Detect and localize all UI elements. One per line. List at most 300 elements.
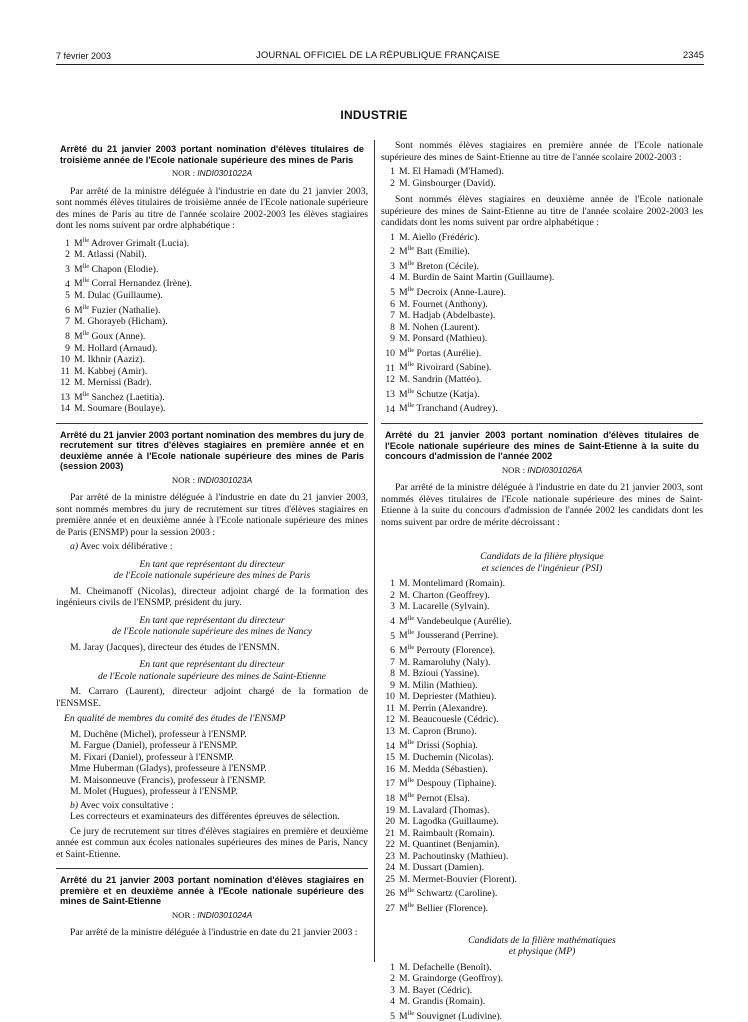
- item-number: 5: [390, 630, 395, 642]
- list-item: [381, 374, 703, 386]
- list-item: [56, 328, 368, 343]
- item-number: 21: [385, 827, 395, 839]
- civility: M: [399, 260, 408, 272]
- person-name: Decroix (Anne-Laure).: [416, 287, 506, 299]
- civility: M: [74, 304, 83, 316]
- person-name: Perrouty (Florence).: [416, 645, 496, 657]
- right-column: [381, 140, 703, 1022]
- item-number: 20: [385, 816, 395, 828]
- item-number: 7: [390, 656, 395, 668]
- list-item: [381, 359, 703, 374]
- decree-title: Arrêté du 21 janvier 2003 portant nomination d'élèves titulaires de troisième année de l'Ecole nationale supérieure des mines de Paris: [60, 144, 364, 165]
- column-divider: [374, 140, 375, 962]
- civility: M: [74, 278, 83, 290]
- person-name: Milin (Mathieu).: [412, 679, 478, 691]
- civility: M.: [399, 589, 411, 601]
- person-name: Lagodka (Guillaume).: [412, 816, 499, 828]
- list-item: [381, 764, 703, 776]
- list-item: [381, 232, 703, 244]
- civility: M: [399, 615, 408, 627]
- item-number: 18: [385, 793, 395, 805]
- person-name: Grandis (Romain).: [412, 996, 486, 1008]
- civility: M.: [74, 342, 86, 354]
- civility: M.: [74, 249, 86, 261]
- civility-suffix: lle: [407, 285, 415, 293]
- item-number: 8: [390, 668, 395, 680]
- list-item: [381, 737, 703, 752]
- list-item: [56, 261, 368, 276]
- list-item: [381, 790, 703, 805]
- item-number: 14: [60, 403, 70, 415]
- list-item: [381, 166, 703, 178]
- item-number: 2: [65, 249, 70, 261]
- left-column: [56, 140, 368, 942]
- name-list: [381, 166, 703, 189]
- civility: M: [399, 793, 408, 805]
- civility: M.: [399, 752, 411, 764]
- item-number: 4: [390, 272, 395, 284]
- civility: M.: [399, 804, 411, 816]
- list-item: [381, 590, 703, 602]
- person-name: Burdin de Saint Martin (Guillaume).: [412, 272, 555, 284]
- item-number: 13: [60, 391, 70, 403]
- decree-separator: [56, 423, 368, 424]
- person-name: Hadjab (Abdelbaste).: [412, 310, 496, 322]
- nor-label: NOR :: [171, 909, 196, 920]
- track-heading-psi: [381, 551, 703, 574]
- person-name: Chapon (Elodie).: [91, 263, 159, 275]
- list-item: [381, 996, 703, 1008]
- item-number: 11: [385, 702, 395, 714]
- decree-paragraph: Ce jury de recrutement sur titres d'élèves stagiaires en première et deuxième année est commun aux écoles nationales supérieures des mines de Paris, Nancy et Saint-Etienne.: [56, 825, 368, 860]
- item-number: 25: [385, 873, 395, 885]
- civility: M.: [399, 816, 411, 828]
- list-item: [381, 805, 703, 817]
- list-item: [381, 680, 703, 692]
- item-number: 1: [390, 961, 395, 973]
- item-number: 6: [390, 645, 395, 657]
- person-name: Kabbej (Amir).: [87, 365, 148, 377]
- heading-line: et physique (MP): [508, 946, 576, 958]
- nor-code: INDI0301023A: [197, 474, 253, 485]
- civility-suffix: lle: [82, 303, 90, 311]
- person-name: Aiello (Frédéric).: [411, 231, 480, 243]
- decree-title: Arrêté du 21 janvier 2003 portant nomination d'élèves stagiaires en première et en deuxième année à l'Ecole nationale supérieure des mines de Saint-Etienne: [60, 875, 364, 907]
- civility: M.: [399, 177, 411, 189]
- civility-suffix: lle: [407, 259, 415, 267]
- civility-suffix: lle: [407, 346, 415, 354]
- list-item: [56, 235, 368, 250]
- member-entry: M. Duchêne (Michel), professeur à l'ENSMP.: [70, 728, 247, 740]
- person-name: Lavalard (Thomas).: [412, 804, 490, 816]
- item-number: 22: [385, 839, 395, 851]
- civility: M.: [399, 321, 411, 333]
- decree-separator: [56, 868, 368, 869]
- item-number: 2: [390, 246, 395, 258]
- list-item: [381, 703, 703, 715]
- name-list: [381, 578, 703, 914]
- list-item: [381, 900, 703, 915]
- person-name: Batt (Emilie).: [416, 246, 470, 258]
- item-number: 1: [390, 578, 395, 590]
- item-number: 14: [385, 740, 395, 752]
- decree-intro: Par arrêté de la ministre déléguée à l'industrie en date du 21 janvier 2003, sont nommés élèves titulaires de l'Ecole nationale supérieure des mines de Saint-Etienne à la suite du concours d'admission de l'année 2002 les candidats dont les noms suivent par ordre de mérite décroissant :: [381, 482, 703, 528]
- member-entry: M. Fargue (Daniel), professeur à l'ENSMP.: [70, 740, 238, 752]
- item-number: 12: [385, 714, 395, 726]
- civility: M: [399, 362, 408, 374]
- list-item: [381, 862, 703, 874]
- list-item: [56, 354, 368, 366]
- person-name: Bzioui (Yassine).: [412, 668, 480, 680]
- list-item: [381, 828, 703, 840]
- item-number: 5: [390, 1010, 395, 1022]
- item-number: 1: [65, 237, 70, 249]
- civility: M.: [74, 290, 86, 302]
- civility: M: [399, 1010, 408, 1022]
- civility: M.: [399, 668, 411, 680]
- item-number: 4: [390, 996, 395, 1008]
- item-number: 24: [385, 862, 395, 874]
- header-rule: [56, 64, 704, 65]
- heading-line: En tant que représentant du directeur: [139, 659, 285, 671]
- civility: M: [399, 888, 408, 900]
- list-item: [381, 345, 703, 360]
- list-item: [381, 310, 703, 322]
- list-item: [56, 290, 368, 302]
- list-item: [381, 816, 703, 828]
- list-item: [381, 258, 703, 273]
- person-name: Pachoutinsky (Mathieu).: [412, 850, 509, 862]
- list-item: [381, 851, 703, 863]
- civility: M.: [399, 272, 411, 284]
- person-name: Despouy (Tiphaine).: [416, 778, 497, 790]
- heading-line: Candidats de la filière physique: [480, 551, 604, 563]
- subsection-letter: b): [70, 799, 79, 811]
- civility: M.: [74, 377, 86, 389]
- person-name: Capron (Bruno).: [412, 725, 477, 737]
- item-number: 12: [385, 374, 395, 386]
- civility: M.: [399, 691, 411, 703]
- civility-suffix: lle: [407, 777, 415, 785]
- subsection-a: [56, 541, 368, 553]
- person-name: Portas (Aurélie).: [416, 347, 482, 359]
- civility: M.: [399, 310, 411, 322]
- civility: M: [399, 287, 408, 299]
- person-name: Nohen (Laurent).: [412, 321, 480, 333]
- list-item: [381, 627, 703, 642]
- civility: M.: [399, 984, 411, 996]
- person-name: Perrin (Alexandre).: [412, 702, 488, 714]
- heading-line: Candidats de la filière mathématiques: [468, 934, 616, 946]
- member-entry: M. Maisonneuve (Francis), professeur à l'ENSMP.: [70, 774, 266, 786]
- civility-suffix: lle: [407, 1009, 415, 1017]
- civility: M.: [399, 725, 411, 737]
- item-number: 7: [65, 316, 70, 328]
- decree-intro: Par arrêté de la ministre déléguée à l'industrie en date du 21 janvier 2003, sont nommés élèves titulaires de troisième année de l'Ecole nationale supérieure des mines de Paris au titre de l'année scolaire 2002-2003 les élèves stagiaires dont les noms suivent par ordre alphabétique :: [56, 185, 368, 231]
- civility: M.: [399, 850, 411, 862]
- person-name: Drissi (Sophia).: [416, 740, 478, 752]
- civility: M: [74, 331, 83, 343]
- item-number: 11: [385, 362, 395, 374]
- nor-reference: [56, 475, 368, 487]
- person-name: Bayet (Cédric).: [412, 984, 473, 996]
- committee-list: [56, 729, 368, 798]
- decree-separator: [381, 423, 703, 424]
- decree-title: Arrêté du 21 janvier 2003 portant nomination d'élèves titulaires de l'Ecole nationale supérieure des mines de Saint-Etienne à la suite du concours d'admission de l'année 2002: [385, 430, 699, 462]
- list-item: [381, 578, 703, 590]
- person-name: Adrover Grimalt (Lucia).: [91, 237, 190, 249]
- civility: M.: [399, 873, 411, 885]
- civility: M: [399, 630, 408, 642]
- civility-suffix: lle: [407, 644, 415, 652]
- heading-line: de l'Ecole nationale supérieure des mines de Paris: [113, 570, 311, 582]
- item-number: 1: [390, 166, 395, 177]
- civility-suffix: lle: [407, 887, 415, 895]
- committee-heading: En qualité de membres du comité des études de l'ENSMP: [64, 713, 286, 725]
- person-name: Duchemin (Nicolas).: [412, 752, 494, 764]
- item-number: 3: [390, 984, 395, 996]
- civility-suffix: lle: [82, 262, 90, 270]
- person-name: Ikhnir (Aaziz).: [87, 354, 146, 366]
- civility: M.: [399, 827, 411, 839]
- person-name: Sanchez (Laetitia).: [91, 391, 165, 403]
- civility: M: [74, 391, 83, 403]
- list-item: [56, 316, 368, 328]
- heading-line: En tant que représentant du directeur: [139, 558, 285, 570]
- representative-heading: [56, 659, 368, 682]
- person-name: Depriester (Mathieu).: [412, 691, 497, 703]
- person-name: Corral Hernandez (Irène).: [91, 278, 192, 290]
- name-list: [56, 235, 368, 415]
- civility: M.: [399, 333, 411, 345]
- list-item: [381, 985, 703, 997]
- journal-title: JOURNAL OFFICIEL DE LA RÉPUBLIQUE FRANÇAISE: [256, 50, 500, 61]
- list-item: [381, 962, 703, 974]
- person-name: Fournet (Anthony).: [412, 298, 488, 310]
- nor-code: INDI0301024A: [197, 909, 253, 920]
- item-number: 2: [390, 973, 395, 985]
- list-item: [381, 714, 703, 726]
- person-name: Souvignet (Ludivine).: [416, 1010, 503, 1022]
- list-item: [381, 726, 703, 738]
- list-item: [381, 1008, 703, 1022]
- person-name: Schwartz (Caroline).: [416, 888, 498, 900]
- item-number: 11: [60, 365, 70, 377]
- person-name: Soumare (Boulaye).: [87, 403, 166, 415]
- civility-suffix: lle: [407, 361, 415, 369]
- item-number: 1: [390, 231, 395, 243]
- person-name: Ponsard (Mathieu).: [412, 333, 488, 345]
- person-name: Medda (Sébastien).: [412, 763, 488, 775]
- list-item: [381, 874, 703, 886]
- person-name: Tranchand (Audrey).: [416, 403, 498, 415]
- subsection-text: Avec voix consultative :: [79, 799, 174, 811]
- list-item: [56, 302, 368, 317]
- civility-suffix: lle: [407, 245, 415, 252]
- civility: M.: [399, 702, 411, 714]
- civility: M.: [399, 714, 411, 726]
- list-item: [56, 366, 368, 378]
- person-name: Ramaroluhy (Naly).: [412, 656, 491, 668]
- decree-paragraph: Les correcteurs et examinateurs des différentes épreuves de sélection.: [70, 811, 340, 823]
- item-number: 27: [385, 903, 395, 915]
- item-number: 3: [390, 260, 395, 272]
- person-name: Mernissi (Badr).: [87, 377, 152, 389]
- list-item: [381, 284, 703, 299]
- person-name: Ginsbourger (David).: [412, 177, 496, 189]
- civility: M: [399, 778, 408, 790]
- civility: M.: [74, 354, 86, 366]
- list-item: [381, 839, 703, 851]
- person-name: Lacarelle (Sylvain).: [412, 601, 490, 613]
- representative-heading: [56, 615, 368, 638]
- decree-intro: Par arrêté de la ministre déléguée à l'industrie en date du 21 janvier 2003, sont nommés membres du jury de recrutement sur titres d'élèves stagiaires en première année et en deuxième année à l'Ecole nationale supérieure des mines de Paris (ENSMP) pour la session 2003 :: [56, 492, 368, 538]
- civility: M.: [399, 973, 411, 985]
- person-name: Jousserand (Perrine).: [416, 630, 499, 642]
- member-entry: M. Fixari (Daniel), professeur à l'ENSMP.: [70, 751, 234, 763]
- person-name: Fuzier (Nathalie).: [91, 304, 161, 316]
- issue-date: 7 février 2003: [56, 51, 112, 61]
- heading-line: En tant que représentant du directeur: [139, 614, 285, 626]
- list-item: [381, 178, 703, 190]
- item-number: 9: [65, 342, 70, 354]
- civility-suffix: lle: [82, 329, 90, 337]
- list-item: [381, 657, 703, 669]
- list-item: [381, 642, 703, 657]
- civility-suffix: lle: [82, 277, 90, 285]
- civility: M: [399, 246, 408, 258]
- name-list: [381, 232, 703, 416]
- person-name: Schutze (Katja).: [416, 388, 480, 400]
- person-name: Montelimard (Romain).: [412, 578, 506, 590]
- item-number: 8: [390, 321, 395, 333]
- heading-line: de l'Ecole nationale supérieure des mines de Nancy: [112, 626, 312, 638]
- nor-reference: [56, 168, 368, 180]
- civility-suffix: lle: [407, 614, 415, 622]
- list-item: [381, 400, 703, 415]
- nor-reference: [381, 465, 703, 477]
- heading-line: de l'Ecole nationale supérieure des mines de Saint-Etienne: [98, 670, 326, 682]
- list-item: [381, 613, 703, 628]
- civility: M.: [399, 996, 411, 1008]
- representative-heading: [56, 559, 368, 582]
- civility-suffix: lle: [407, 739, 415, 747]
- item-number: 10: [60, 354, 70, 366]
- civility-suffix: lle: [407, 402, 415, 410]
- item-number: 2: [390, 177, 395, 189]
- item-number: 23: [385, 850, 395, 862]
- civility: M.: [399, 862, 411, 874]
- civility: M.: [399, 839, 411, 851]
- civility: M.: [399, 374, 411, 386]
- civility-suffix: lle: [82, 236, 90, 244]
- person-name: Rivoirard (Sabine).: [416, 362, 492, 374]
- civility: M.: [399, 601, 411, 613]
- person-name: Ghorayeb (Hicham).: [87, 316, 168, 328]
- civility: M: [399, 403, 408, 415]
- item-number: 26: [385, 888, 395, 900]
- civility: M: [399, 645, 408, 657]
- item-number: 5: [65, 290, 70, 302]
- subsection-text: Avec voix délibérative :: [79, 541, 173, 553]
- subsection-b: [56, 800, 368, 812]
- item-number: 2: [390, 589, 395, 601]
- decree-paragraph: Sont nommés élèves stagiaires en première année de l'Ecole nationale supérieure des mines de Saint-Etienne au titre de l'année scolaire 2002-2003 :: [381, 140, 703, 163]
- member-entry: M. Molet (Hugues), professeur à l'ENSMP.: [70, 786, 238, 798]
- list-item: [381, 973, 703, 985]
- track-heading-mp: [381, 935, 703, 958]
- item-number: 17: [385, 778, 395, 790]
- item-number: 10: [385, 691, 395, 703]
- civility-suffix: lle: [407, 629, 415, 637]
- decree-title: Arrêté du 21 janvier 2003 portant nomination des membres du jury de recrutement sur titres d'élèves stagiaires en première année et en deuxième année à l'Ecole nationale supérieure des mines de Paris (session 2003): [60, 429, 364, 472]
- member-entry: Mme Huberman (Gladys), professeure à l'ENSMP.: [70, 763, 267, 775]
- person-name: Atlassi (Nabil).: [86, 249, 147, 261]
- civility: M.: [399, 298, 411, 310]
- member-entry: M. Cheimanoff (Nicolas), directeur adjoint chargé de la formation des ingénieurs civils de l'ENSMP, président du jury.: [56, 585, 368, 609]
- civility: M: [74, 263, 83, 275]
- civility: M.: [74, 365, 86, 377]
- civility: M: [74, 237, 83, 249]
- person-name: Mermet-Bouvier (Florent).: [412, 873, 517, 885]
- item-number: 14: [385, 403, 395, 415]
- heading-line: et sciences de l'ingénieur (PSI): [481, 562, 603, 574]
- person-name: Goux (Anne).: [91, 331, 146, 343]
- item-number: 15: [385, 752, 395, 764]
- person-name: Beaucouesle (Cédric).: [412, 714, 499, 726]
- nor-reference: [56, 910, 368, 922]
- person-name: Hollard (Arnaud).: [87, 342, 158, 354]
- item-number: 13: [385, 388, 395, 400]
- civility-suffix: lle: [82, 390, 90, 398]
- item-number: 9: [390, 333, 395, 345]
- civility: M.: [399, 578, 411, 590]
- list-item: [56, 403, 368, 415]
- list-item: [381, 322, 703, 334]
- civility-suffix: lle: [407, 791, 415, 799]
- list-item: [381, 333, 703, 345]
- nor-code: INDI0301022A: [197, 168, 253, 178]
- item-number: 3: [65, 263, 70, 275]
- nor-label: NOR :: [501, 464, 526, 475]
- item-number: 13: [385, 725, 395, 737]
- decree-paragraph: Sont nommés élèves stagiaires en deuxième année de l'Ecole nationale supérieure des mines de Saint-Etienne au titre de l'année scolaire 2002-2003 les candidats dont les noms suivent par ordre alphabétique :: [381, 194, 703, 228]
- civility: M: [399, 903, 408, 915]
- civility: M.: [399, 679, 411, 691]
- list-item: [56, 377, 368, 389]
- civility: M.: [399, 166, 411, 177]
- civility-suffix: lle: [407, 901, 415, 909]
- civility: M: [399, 347, 408, 359]
- person-name: Sandrin (Mattéo).: [412, 374, 482, 386]
- civility: M.: [399, 961, 411, 973]
- list-item: [56, 275, 368, 290]
- subsection-letter: a): [70, 541, 79, 553]
- person-name: Bellier (Florence).: [416, 903, 489, 915]
- item-number: 9: [390, 679, 395, 691]
- item-number: 4: [390, 615, 395, 627]
- item-number: 16: [385, 763, 395, 775]
- decree-intro: Par arrêté de la ministre déléguée à l'industrie en date du 21 janvier 2003 :: [70, 927, 358, 939]
- civility-suffix: lle: [407, 387, 415, 395]
- member-entry: M. Jaray (Jacques), directeur des études de l'ENSMN.: [70, 641, 280, 653]
- person-name: Graindorge (Geoffroy).: [412, 973, 504, 985]
- list-item: [56, 249, 368, 261]
- person-name: Quantinet (Benjamin).: [412, 839, 500, 851]
- person-name: Defachelle (Benoît).: [412, 961, 492, 973]
- item-number: 6: [390, 298, 395, 310]
- member-entry: M. Carraro (Laurent), directeur adjoint chargé de la formation de l'ENSMSE.: [56, 686, 368, 709]
